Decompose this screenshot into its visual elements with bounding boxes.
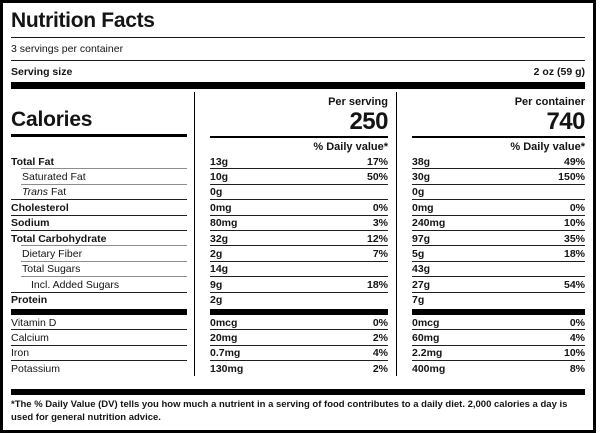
value-cell [194,169,397,184]
nutrient-name: Total Carbohydrate [11,232,107,245]
amount-per-serving: 80mg [210,217,238,230]
serving-size-row [11,61,585,82]
nutrient-label-cell [3,315,194,330]
per-container-header-cell [397,92,593,154]
dv-per-container: 35% [563,232,585,245]
thick-divider-top [11,82,585,89]
dv-per-container: 10% [563,347,585,360]
servings-per-container: 3 servings per container [11,38,585,61]
dv-per-serving: 4% [372,347,388,360]
amount-per-container: 5g [412,248,425,261]
dv-per-container: 49% [563,155,585,168]
nutrient-label-cell [3,262,194,277]
dv-per-container: 4% [569,331,585,344]
value-cell [397,216,593,231]
amount-per-container: 27g [412,278,431,291]
dv-per-serving: 3% [372,217,388,230]
amount-per-container: 30g [412,171,431,184]
dv-per-serving: 18% [366,278,388,291]
value-cell [194,293,397,308]
serving-size-label: Serving size [11,66,73,78]
amount-per-serving: 32g [210,232,229,245]
nutrient-label-cell [3,246,194,261]
amount-per-container: 7g [412,294,425,307]
daily-value-header-container: % Daily value* [510,141,585,153]
nutrient-label-cell [3,169,194,184]
nutrient-name: Potassium [11,362,61,375]
dv-per-serving: 7% [372,248,388,261]
nutrient-name: Protein [11,294,48,307]
amount-per-serving: 14g [210,263,229,276]
calories-per-container: 740 [546,108,585,135]
nutrient-label-cell [3,154,194,169]
value-cell [397,293,593,308]
nutrient-label-cell [3,216,194,231]
nutrition-table [3,92,593,376]
amount-per-serving: 0.7mg [210,347,241,360]
dv-per-container: 54% [563,278,585,291]
nutrient-name: Iron [11,347,30,360]
amount-per-serving: 0mg [210,201,232,214]
thick-separator-cell [194,308,397,315]
value-cell [397,361,593,376]
value-cell [397,346,593,361]
amount-per-container: 0g [412,186,425,199]
footnote: *The % Daily Value (DV) tells you how much a nutrient in a serving of food contributes to a daily diet. 2,000 calories a day is used for general nutrition advice. [11,399,568,423]
amount-per-container: 400mg [412,362,446,375]
dv-per-serving: 2% [372,331,388,344]
amount-per-container: 97g [412,232,431,245]
value-cell [194,200,397,215]
nutrient-label-cell [3,231,194,246]
value-cell [194,346,397,361]
dv-per-container: 0% [569,316,585,329]
nutrient-label-cell [3,277,194,292]
amount-per-serving: 0mcg [210,316,238,329]
calories-label: Calories [11,92,187,137]
dv-per-container: 150% [558,171,585,184]
value-cell [397,169,593,184]
daily-value-header-serving: % Daily value* [313,141,388,153]
nutrient-name: Sodium [11,217,50,230]
nutrient-label-cell [3,361,194,376]
amount-per-container: 0mcg [412,316,440,329]
nutrient-name: Cholesterol [11,201,69,214]
value-cell [194,216,397,231]
value-cell [194,154,397,169]
amount-per-container: 38g [412,155,431,168]
nutrient-name: Total Sugars [22,263,81,276]
amount-per-container: 2.2mg [412,347,443,360]
label-title: Nutrition Facts [11,3,585,38]
value-cell [397,154,593,169]
value-cell [194,277,397,292]
value-cell [397,200,593,215]
calories-header-cell [3,92,194,154]
per-serving-header-cell [194,92,397,154]
nutrient-name: Vitamin D [11,316,57,329]
per-serving-header: Per serving [328,96,388,108]
value-cell [194,246,397,261]
per-container-header: Per container [514,96,585,108]
dv-per-serving: 0% [372,201,388,214]
thick-separator-cell [397,308,593,315]
value-cell [397,330,593,345]
nutrient-label-cell [3,346,194,361]
dv-per-container: 10% [563,217,585,230]
value-cell [397,262,593,277]
dv-per-serving: 12% [366,232,388,245]
dv-per-serving: 50% [366,171,388,184]
value-cell [194,231,397,246]
amount-per-serving: 130mg [210,362,244,375]
value-cell [194,315,397,330]
dv-per-container: 0% [569,201,585,214]
amount-per-serving: 2g [210,294,223,307]
value-cell [397,231,593,246]
amount-per-serving: 9g [210,278,223,291]
value-cell [397,246,593,261]
amount-per-container: 60mg [412,331,440,344]
thick-rule [412,136,585,138]
value-cell [194,185,397,200]
nutrient-name: Calcium [11,331,49,344]
dv-per-container: 8% [569,362,585,375]
nutrient-name: Dietary Fiber [22,248,83,261]
nutrient-label-cell [3,200,194,215]
dv-per-container: 18% [563,248,585,261]
amount-per-serving: 20mg [210,331,238,344]
nutrient-name: Total Fat [11,155,54,168]
dv-per-serving: 2% [372,362,388,375]
amount-per-container: 43g [412,263,431,276]
calories-per-serving: 250 [349,108,388,135]
value-cell [397,315,593,330]
nutrient-name: Incl. Added Sugars [31,278,120,291]
amount-per-serving: 0g [210,186,223,199]
nutrient-name: Trans Fat [22,186,67,199]
value-cell [194,262,397,277]
amount-per-serving: 2g [210,248,223,261]
nutrient-label-cell [3,330,194,345]
amount-per-container: 240mg [412,217,446,230]
value-cell [397,185,593,200]
amount-per-serving: 13g [210,155,229,168]
value-cell [194,361,397,376]
dv-per-serving: 0% [372,316,388,329]
thick-separator-cell [3,308,194,315]
nutrient-label-cell [3,293,194,308]
nutrient-name: Saturated Fat [22,171,86,184]
nutrient-label-cell [3,185,194,200]
thick-rule [210,136,388,138]
amount-per-container: 0mg [412,201,434,214]
serving-size-value: 2 oz (59 g) [533,66,585,78]
value-cell [397,277,593,292]
dv-per-serving: 17% [366,155,388,168]
value-cell [194,330,397,345]
amount-per-serving: 10g [210,171,229,184]
